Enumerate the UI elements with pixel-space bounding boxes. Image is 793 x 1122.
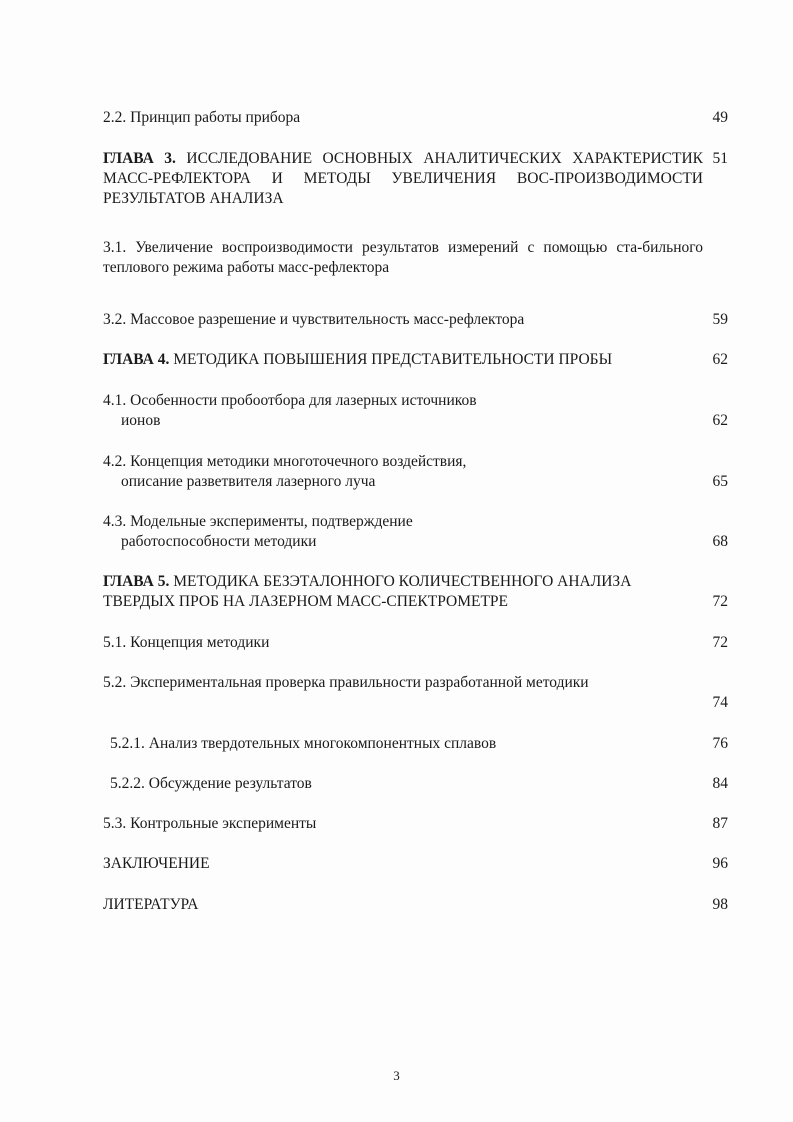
toc-entry-line1: 4.2. Концепция методики многоточечного воздействия, — [103, 453, 467, 470]
toc-entry-3-2 — [103, 310, 728, 330]
toc-entry-title: 2.2. Принцип работы прибора — [103, 109, 301, 126]
toc-entry-5-1 — [103, 633, 728, 653]
toc-entry-title: 3.2. Массовое разрешение и чувствительность масс-рефлектора — [103, 311, 525, 328]
toc-entry-page: 96 — [712, 855, 728, 872]
toc-entry-page: 84 — [712, 775, 728, 792]
toc-entry-page: 62 — [712, 412, 728, 429]
toc-entry-page: 65 — [712, 473, 728, 490]
toc-entry-line1: 4.3. Модельные эксперименты, подтверждение — [103, 513, 413, 530]
toc-entry-4-1 — [103, 391, 728, 431]
chapter-label: ГЛАВА 5. — [103, 573, 170, 590]
toc-entry-page: 76 — [712, 735, 728, 752]
toc-entry-line2: описание разветвителя лазерного луча — [121, 473, 376, 490]
toc-entry-page: 72 — [712, 634, 728, 651]
toc-entry-title: 5.1. Концепция методики — [103, 634, 270, 651]
toc-entry-page: 59 — [712, 311, 728, 328]
toc-entry-page: 72 — [712, 593, 728, 610]
toc-entry-title: ЗАКЛЮЧЕНИЕ — [103, 855, 210, 872]
toc-entry-5-2 — [103, 673, 728, 711]
toc-entry-title: 5.2. Экспериментальная проверка правильности разработанной методики — [103, 674, 589, 691]
toc-entry-5-3 — [103, 814, 728, 834]
toc-entry-line2: работоспособности методики — [121, 533, 317, 550]
page-number: 3 — [393, 1068, 400, 1083]
toc-entry-2-2 — [103, 108, 728, 128]
toc-entry-conclusion — [103, 854, 728, 874]
chapter-label: ГЛАВА 3. — [103, 150, 176, 167]
toc-entry-line2: ионов — [121, 412, 161, 429]
toc-entry-chapter-4 — [103, 350, 728, 370]
toc-entry-line1 — [103, 572, 703, 592]
toc-entry-chapter-3 — [103, 149, 728, 209]
toc-entry-5-2-2 — [110, 774, 728, 794]
toc-entry-title: 5.2.2. Обсуждение результатов — [110, 775, 312, 792]
toc-entry-5-2-1 — [110, 734, 728, 754]
chapter-title: МЕТОДИКА ПОВЫШЕНИЯ ПРЕДСТАВИТЕЛЬНОСТИ ПРОБЫ — [173, 351, 613, 368]
toc-entry-3-1 — [103, 238, 728, 278]
toc-entry-page: 62 — [712, 351, 728, 368]
toc-entry-page: 51 — [712, 150, 728, 167]
toc-entry-title: ЛИТЕРАТУРА — [103, 896, 199, 913]
toc-entry-page: 98 — [712, 896, 728, 913]
toc-entry-line2: ТВЕРДЫХ ПРОБ НА ЛАЗЕРНОМ МАСС-СПЕКТРОМЕТРЕ — [103, 593, 508, 610]
toc-entry-page: 87 — [712, 815, 728, 832]
chapter-title: ИССЛЕДОВАНИЕ ОСНОВНЫХ АНАЛИТИЧЕСКИХ ХАРАКТЕРИСТИК МАСС-РЕФЛЕКТОРА И МЕТОДЫ УВЕЛИЧЕНИЯ ВОС-ПРОИЗВОДИМОСТИ РЕЗУЛЬТАТОВ АНАЛИЗА — [103, 150, 703, 207]
toc-entry-title: 5.2.1. Анализ твердотельных многокомпонентных сплавов — [110, 735, 497, 752]
toc-entry-page: 49 — [712, 109, 728, 126]
toc-entry-page: 68 — [712, 533, 728, 550]
toc-entry-4-3 — [103, 512, 728, 552]
chapter-label: ГЛАВА 4. — [103, 351, 170, 368]
toc-entry-literature — [103, 895, 728, 915]
toc-entry-title — [103, 149, 703, 209]
toc-entry-4-2 — [103, 452, 728, 492]
toc-entry-title: 3.1. Увеличение воспроизводимости результатов измерений с помощью ста-бильного теплового режима работы масс-рефлектора — [103, 239, 703, 276]
toc-entry-page: 74 — [712, 694, 728, 711]
toc-entry-title: 5.3. Контрольные эксперименты — [103, 815, 317, 832]
chapter-title: МЕТОДИКА БЕЗЭТАЛОННОГО КОЛИЧЕСТВЕННОГО АНАЛИЗА — [173, 573, 632, 590]
toc-entry-title — [103, 350, 703, 370]
toc-entry-line1: 4.1. Особенности пробоотбора для лазерных источников — [103, 392, 477, 409]
toc-entry-chapter-5 — [103, 572, 728, 612]
